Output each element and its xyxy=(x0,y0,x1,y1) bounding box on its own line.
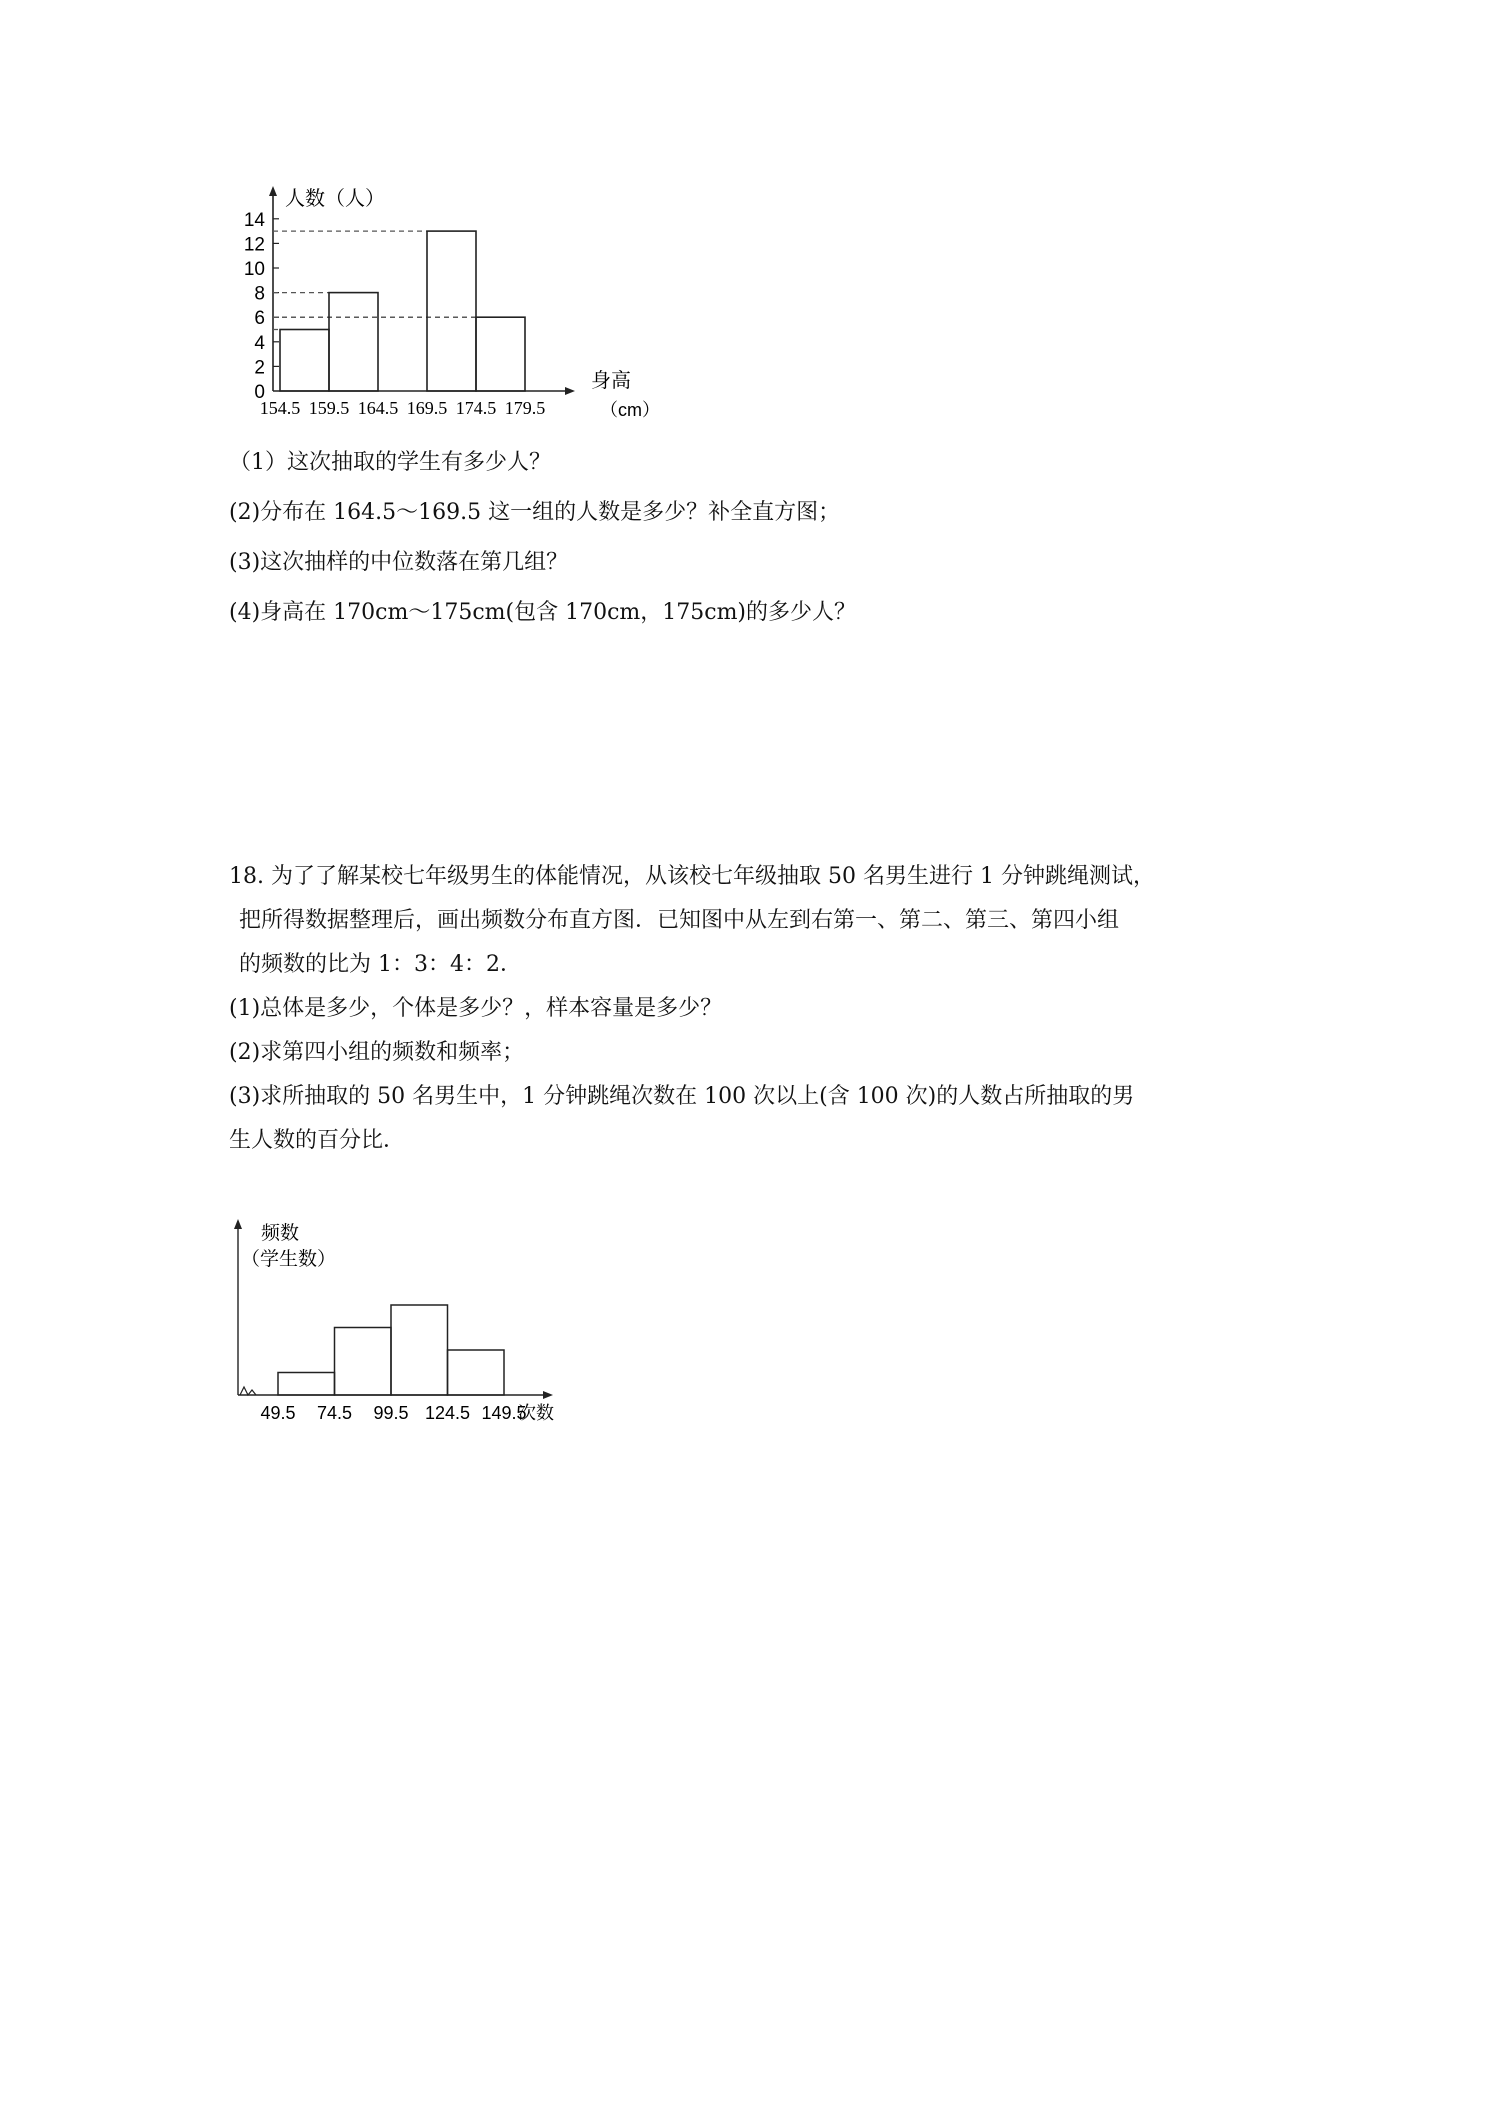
q17-part2: (2)分布在 164.5～169.5 这一组的人数是多少？补全直方图； xyxy=(229,500,841,525)
x-tick-label: 169.5 xyxy=(406,398,448,418)
q18-stem-line2: 把所得数据整理后，画出频数分布直方图．已知图中从左到右第一、第二、第三、第四小组 xyxy=(239,908,1120,933)
x-axis-unit: （cm） xyxy=(600,400,660,420)
y-axis-label: 人数（人） xyxy=(285,188,385,210)
x-tick-label: 154.5 xyxy=(259,398,301,418)
y-tick-label: 14 xyxy=(243,209,265,231)
q18-part3-line2: 生人数的百分比． xyxy=(229,1128,406,1153)
y-axis-arrow xyxy=(269,186,277,196)
y-axis-arrow xyxy=(234,1219,242,1229)
q17-part3: (3)这次抽样的中位数落在第几组？ xyxy=(229,550,569,575)
q17-part1: （1）这次抽取的学生有多少人？ xyxy=(229,450,551,475)
x-tick-label: 174.5 xyxy=(455,398,497,418)
histogram-bar xyxy=(278,1373,335,1396)
y-tick-label: 10 xyxy=(243,259,265,280)
histogram-bar xyxy=(280,330,329,392)
q18-part2: (2)求第四小组的频数和频率； xyxy=(229,1040,525,1065)
y-tick-label: 8 xyxy=(254,283,265,305)
y-tick-label: 2 xyxy=(254,357,265,379)
histogram-bar xyxy=(329,293,378,391)
y-axis-label-line1: 频数 xyxy=(261,1223,300,1244)
x-tick-label: 99.5 xyxy=(373,1403,409,1423)
q17-part4: (4)身高在 170cm～175cm(包含 170cm，175cm)的多少人？ xyxy=(229,600,857,625)
histogram-bar xyxy=(335,1328,392,1396)
histogram-bar xyxy=(448,1350,505,1395)
height-histogram-svg xyxy=(225,180,695,430)
x-tick-label: 49.5 xyxy=(260,1403,296,1423)
q18-stem-line1: 18. 为了了解某校七年级男生的体能情况，从该校七年级抽取 50 名男生进行 1 分钟跳绳测试， xyxy=(229,864,1155,889)
histogram-bar xyxy=(427,231,476,391)
height-histogram xyxy=(225,180,695,430)
y-tick-label: 6 xyxy=(254,308,265,330)
x-tick-label: 179.5 xyxy=(504,398,546,418)
y-tick-label: 0 xyxy=(254,382,265,403)
x-axis-label: 次数 xyxy=(518,1403,554,1423)
axis-break-icon xyxy=(240,1387,256,1395)
x-axis-label: 身高 xyxy=(591,370,631,392)
x-axis-arrow xyxy=(543,1391,553,1399)
histogram-bar xyxy=(476,317,525,391)
q18-part3-line1: (3)求所抽取的 50 名男生中，1 分钟跳绳次数在 100 次以上(含 100 次)的人数占所抽取的男 xyxy=(229,1084,1135,1109)
jump-rope-histogram xyxy=(225,1215,585,1450)
x-tick-label: 164.5 xyxy=(357,398,399,418)
x-tick-label: 149.5 xyxy=(481,1403,527,1423)
histogram-bar xyxy=(391,1305,448,1395)
q18-part1: (1)总体是多少，个体是多少？，样本容量是多少？ xyxy=(229,996,723,1021)
y-tick-label: 4 xyxy=(254,332,265,354)
x-axis-arrow xyxy=(565,387,575,395)
jump-rope-histogram-svg xyxy=(225,1215,585,1450)
q18-block xyxy=(229,855,1279,1163)
y-tick-label: 12 xyxy=(243,234,265,256)
x-tick-label: 74.5 xyxy=(316,1403,353,1423)
x-tick-label: 159.5 xyxy=(308,398,350,418)
x-tick-label: 124.5 xyxy=(424,1403,471,1423)
q18-stem-line3: 的频数的比为 1：3：4：2． xyxy=(239,952,522,977)
y-axis-label-line2: （学生数） xyxy=(241,1249,337,1270)
